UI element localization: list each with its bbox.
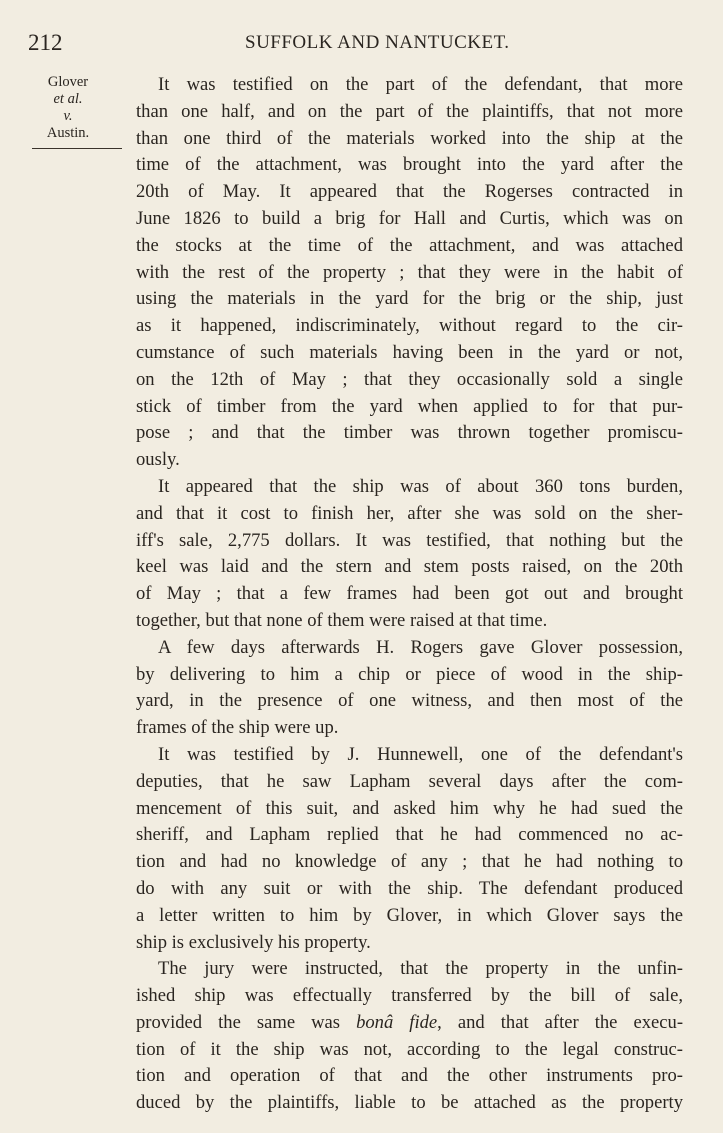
text-line: tion of it the ship was not, according to the legal construc- — [136, 1038, 683, 1060]
text-line: by delivering to him a chip or piece of wood in the ship- — [136, 663, 683, 685]
text-line: June 1826 to build a brig for Hall and Curtis, which was on — [136, 207, 683, 229]
text-line: tion and operation of that and the other instruments pro- — [136, 1065, 683, 1087]
margin-party-2: Austin. — [46, 125, 90, 141]
text-line: It appeared that the ship was of about 360 tons burden, — [158, 475, 683, 497]
running-title: SUFFOLK AND NANTUCKET. — [245, 32, 510, 53]
text-line: time of the attachment, was brought into the yard after the — [136, 154, 683, 176]
text-line: cumstance of such materials having been in the yard or not, — [136, 341, 683, 363]
text-line: deputies, that he saw Lapham several days after the com- — [136, 770, 683, 792]
margin-versus: v. — [63, 108, 73, 124]
text-line: 20th of May. It appeared that the Rogerses contracted in — [136, 181, 683, 203]
text-line: using the materials in the yard for the brig or the ship, just — [136, 288, 683, 310]
text-line: than one half, and on the part of the plaintiffs, that not more — [136, 100, 683, 122]
case-margin-note — [22, 74, 114, 142]
text-line: It was testified on the part of the defendant, that more — [158, 74, 683, 95]
text-line: stick of timber from the yard when applied to for that pur- — [136, 395, 683, 417]
text-line: mencement of this suit, and asked him why he had sued the — [136, 797, 683, 819]
text-line: than one third of the materials worked into the ship at the — [136, 127, 683, 149]
text-line: The jury were instructed, that the property in the unfin- — [158, 958, 683, 980]
text-line: duced by the plaintiffs, liable to be attached as the property — [136, 1092, 683, 1114]
text-line: together, but that none of them were raised at that time. — [136, 609, 548, 631]
text-line: frames of the ship were up. — [136, 717, 339, 739]
text-line: ously. — [136, 449, 180, 471]
text-line: on the 12th of May ; that they occasionally sold a single — [136, 368, 683, 390]
margin-party-1: Glover — [47, 74, 89, 90]
page-number: 212 — [28, 30, 63, 55]
text-line: tion and had no knowledge of any ; that he had nothing to — [136, 851, 683, 873]
text-line: iff's sale, 2,775 dollars. It was testified, that nothing but the — [136, 529, 683, 551]
text-line: ished ship was effectually transferred by the bill of sale, — [136, 985, 683, 1007]
text-line: a letter written to him by Glover, in which Glover says the — [136, 904, 683, 926]
text-line: and that it cost to finish her, after she was sold on the sher- — [136, 502, 683, 524]
text-line: keel was laid and the stern and stem posts raised, on the 20th — [136, 556, 683, 578]
text-line: as it happened, indiscriminately, without regard to the cir- — [136, 315, 683, 337]
text-line: sheriff, and Lapham replied that he had commenced no ac- — [136, 824, 683, 846]
text-line: A few days afterwards H. Rogers gave Glover possession, — [158, 636, 683, 658]
text-line: of May ; that a few frames had been got out and brought — [136, 583, 683, 605]
text-line: provided the same was bonâ fide, and that after the execu- — [136, 1011, 684, 1033]
margin-rule — [32, 148, 122, 149]
text-line: with the rest of the property ; that they were in the habit of — [136, 261, 683, 283]
text-line: ship is exclusively his property. — [136, 931, 371, 953]
text-line: the stocks at the time of the attachment, and was attached — [136, 234, 683, 256]
margin-et-al: et al. — [53, 91, 83, 107]
text-line: yard, in the presence of one witness, and then most of the — [136, 690, 683, 712]
text-line: It was testified by J. Hunnewell, one of the defendant's — [158, 743, 683, 765]
text-line: pose ; and that the timber was thrown together promiscu- — [136, 422, 683, 444]
text-line: do with any suit or with the ship. The defendant produced — [136, 877, 683, 899]
body-text — [136, 72, 683, 1117]
